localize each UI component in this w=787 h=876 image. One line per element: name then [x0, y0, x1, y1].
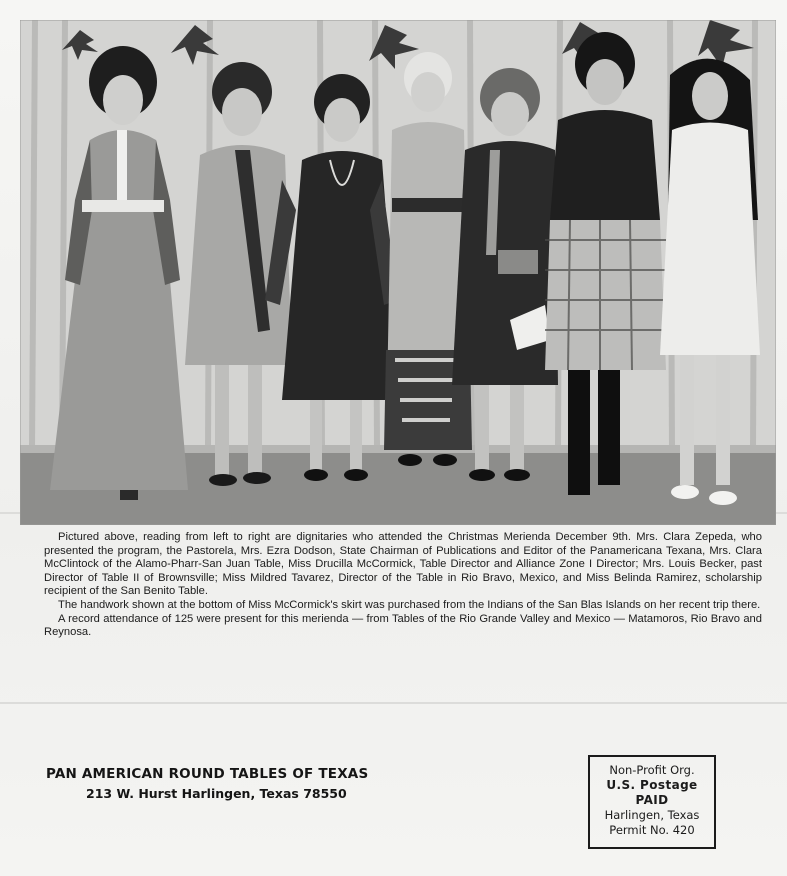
organization-name: PAN AMERICAN ROUND TABLES OF TEXAS	[46, 766, 369, 782]
paper-fold	[0, 702, 787, 704]
caption-paragraph: Pictured above, reading from left to right are dignitaries who attended the Christmas Merienda December 9th. Mrs. Clara Zepeda, who presented the program, the Pastorela, Mrs. Ezra Dodson, State Chairman of Publications and Editor of the Panamericana Texana, Mrs. Clara McClintock of the Alamo-Pharr-San Juan Table, Miss Drucilla McCormick, Table Director and Alliance Zone I Director; Mrs. Louis Becker, past Director of Table II of Brownsville; Miss Mildred Tavarez, Director of the Table in Rio Bravo, Mexico, and Miss Belinda Ramirez, scholarship recipient of the San Benito Table.	[44, 531, 762, 598]
caption-paragraph: A record attendance of 125 were present for this merienda — from Tables of the Rio Grande Valley and Mexico — Matamoros, Rio Bravo and Reynosa.	[44, 612, 762, 639]
organization-address: 213 W. Hurst Harlingen, Texas 78550	[86, 786, 347, 801]
caption-paragraph: The handwork shown at the bottom of Miss McCormick's skirt was purchased from the Indians of the San Blas Islands on her recent trip there.	[58, 598, 761, 611]
photo-caption	[44, 531, 762, 640]
postage-line: PAID	[635, 793, 669, 807]
return-address	[46, 766, 426, 801]
postage-line: U.S. Postage	[606, 778, 698, 792]
group-photo	[20, 20, 776, 525]
postage-indicia	[588, 755, 716, 849]
postage-line: Non-Profit Org.	[609, 763, 695, 777]
postage-line: Permit No. 420	[609, 823, 695, 837]
postage-line: Harlingen, Texas	[604, 808, 700, 822]
